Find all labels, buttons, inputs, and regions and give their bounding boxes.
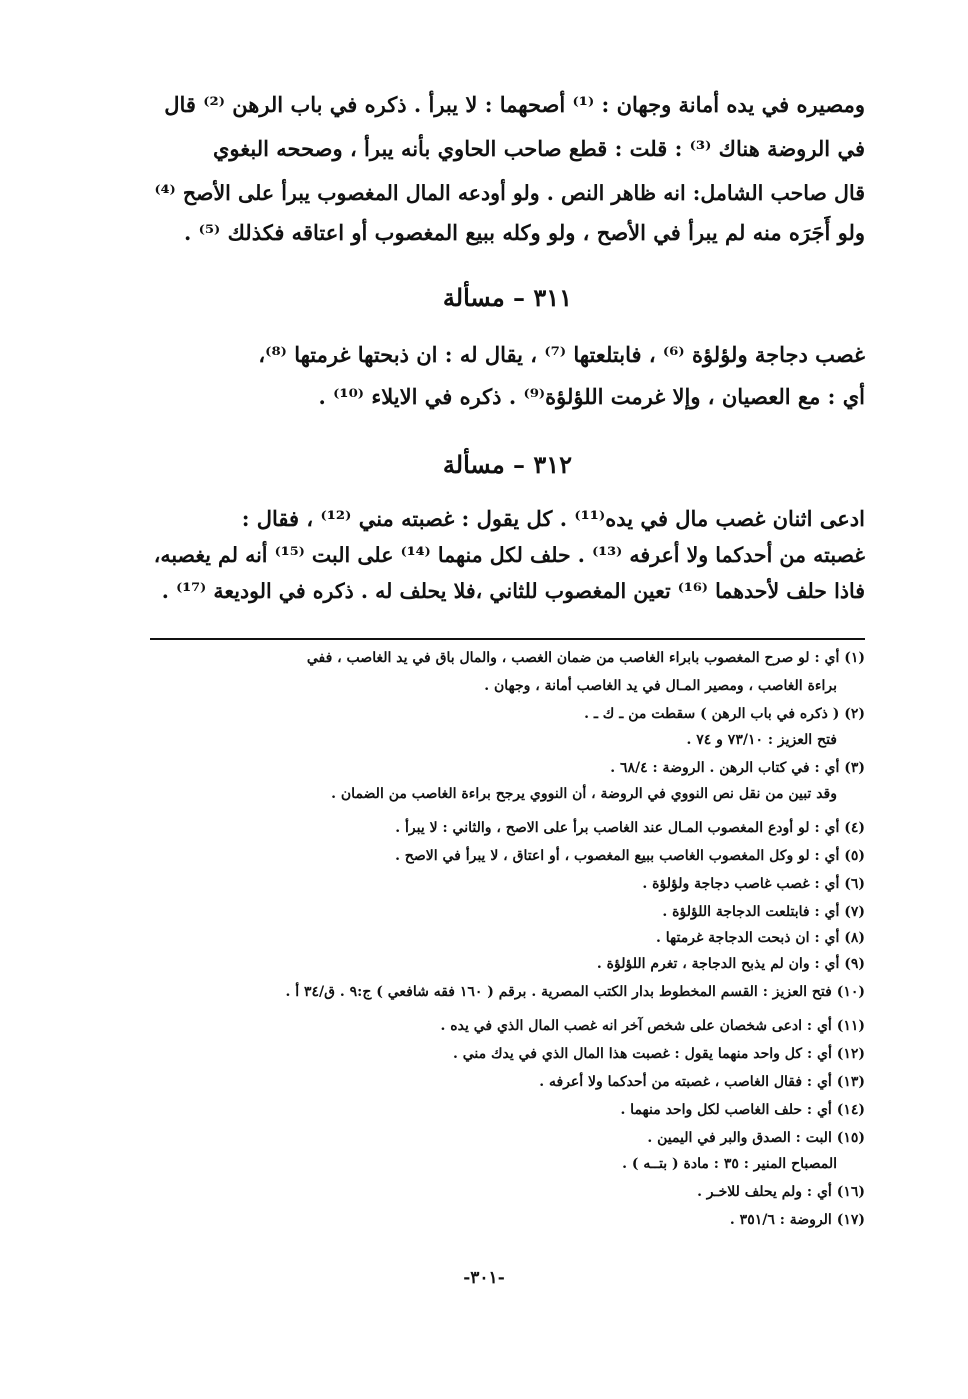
footnote-line: (١٠) فتح العزيز : القسم المخطوط بدار الكتب المصرية . برقم ( ١٦٠ فقه شافعي ) ج:٩ . ق/٣٤ أ . <box>285 984 865 1000</box>
footnote-line: (١٤) أي : حلف الغاصب لكل واحد منهما . <box>620 1102 865 1118</box>
footnotes <box>150 648 865 1238</box>
body-line: أي : مع العصيان ، وإلا غرمت اللؤلؤة⁽⁹⁾ . ذكره في الايلاء ⁽¹⁰⁾ . <box>318 384 865 409</box>
body-line: فاذا حلف لأحدهما ⁽¹⁶⁾ تعين المغصوب للثاني ،فلا يحلف له . ذكره في الوديعة ⁽¹⁷⁾ . <box>161 579 865 603</box>
page-number: -٣٠١- <box>463 1268 505 1288</box>
body-line: ادعى اثنان غصب مال في يده⁽¹¹⁾ . كل يقول : غصبته مني ⁽¹²⁾ ، فقال : <box>241 506 865 531</box>
body-line: في الروضة هناك ⁽³⁾ : قلت : قطع صاحب الحاوي بأنه يبرأ ، وصححه البغوي <box>213 136 865 161</box>
footnote-line: وقد تبين من نقل نص النووي في الروضة ، أن النووي يرجح براءة الغاصب من الضمان . <box>331 786 837 802</box>
footnote-line: (٦) أي : غصب غاصب دجاجة ولؤلؤة . <box>642 876 865 892</box>
body-line: غصبته من أحدكما ولا أعرفه ⁽¹³⁾ . حلف لكل منهما ⁽¹⁴⁾ على البت ⁽¹⁵⁾ أنه لم يغصبه، <box>153 543 865 567</box>
footnote-line: (١) أي : لو صرح المغصوب بابراء الغاصب من ضمان الغصب ، والمال باق في يد الغاصب ، ففي <box>306 650 865 666</box>
footnote-line: (٥) أي : لو وكل المغصوب الغاصب ببيع المغصوب ، أو اعتاق ، لا يبرأ في الاصح . <box>395 848 865 864</box>
footnote-separator <box>150 638 865 640</box>
footnote-line: (٧) أي : فابتلعت الدجاجة اللؤلؤة . <box>662 904 865 920</box>
footnote-line: (٣) أي : في كتاب الرهن . الروضة : ٦٨/٤ . <box>610 760 865 776</box>
footnote-line: (١١) أي : ادعى شخصان على شخص آخر انه غصب المال الذي في يده . <box>440 1018 865 1034</box>
section-heading-311: ٣١١ – مسألة <box>442 283 573 312</box>
footnote-line: (١٣) أي : فقال الغاصب ، غصبته من أحدكما ولا أعرفه . <box>539 1074 865 1090</box>
body-line: ومصيره في يده أمانة وجهان : ⁽¹⁾ أصحهما : لا يبرأ . ذكره في باب الرهن ⁽²⁾ قال <box>164 92 865 117</box>
footnote-line: فتح العزيز : ٧٣/١٠ و ٧٤ . <box>686 732 837 748</box>
footnote-line: (٤) أي : لو أودع المغصوب المـال عند الغاصب برأ على الاصح ، والثاني : لا يبرأ . <box>395 820 865 836</box>
footnote-line: (٩) أي : وان لم يذبح الدجاجة ، تغرم اللؤلؤة . <box>596 956 865 972</box>
footnote-line: (٨) أي : ان ذبحت الدجاجة غرمتها . <box>656 930 865 946</box>
body-line: ولو أَجَرَه منه لم يبرأ في الأصح ، ولو وكله ببيع المغصوب أو اعتاقه فكذلك ⁽⁵⁾ . <box>183 220 865 245</box>
body-line: غصب دجاجة ولؤلؤة ⁽⁶⁾ ، فابتلعتها ⁽⁷⁾ ، يقال له : ان ذبحتها غرمتها ⁽⁸⁾، <box>258 342 865 367</box>
section-312-paragraph <box>150 504 865 614</box>
intro-paragraph <box>150 90 865 250</box>
footnote-line: (١٦) أي : ولم يحلف للاخـر . <box>697 1184 865 1200</box>
footnote-line: (١٥) البت : الصدق والبر في اليمين . <box>647 1130 865 1146</box>
footnote-line: (١٢) أي : كل واحد منهما يقول : غصبت هذا المال الذي في يدك مني . <box>452 1046 865 1062</box>
footnote-line: المصباح المنير : ٣٥ : مادة ( بتــه ) . <box>622 1156 837 1172</box>
footnote-line: (١٧) الروضة : ٣٥١/٦ . <box>729 1212 865 1228</box>
footnote-line: (٢) ( ذكره في باب الرهن ) سقطت من ـ ك ـ . <box>584 706 865 722</box>
footnote-line: براءة الغاصب ، ومصير المـال في يد الغاصب أمانة ، وجهان . <box>484 678 837 694</box>
section-311-paragraph <box>150 340 865 420</box>
section-heading-312: ٣١٢ – مسألة <box>442 450 573 479</box>
body-line: قال صاحب الشامل: انه ظاهر النص . ولو أودعه المال المغصوب يبرأ على الأصح ⁽⁴⁾ <box>154 181 865 205</box>
